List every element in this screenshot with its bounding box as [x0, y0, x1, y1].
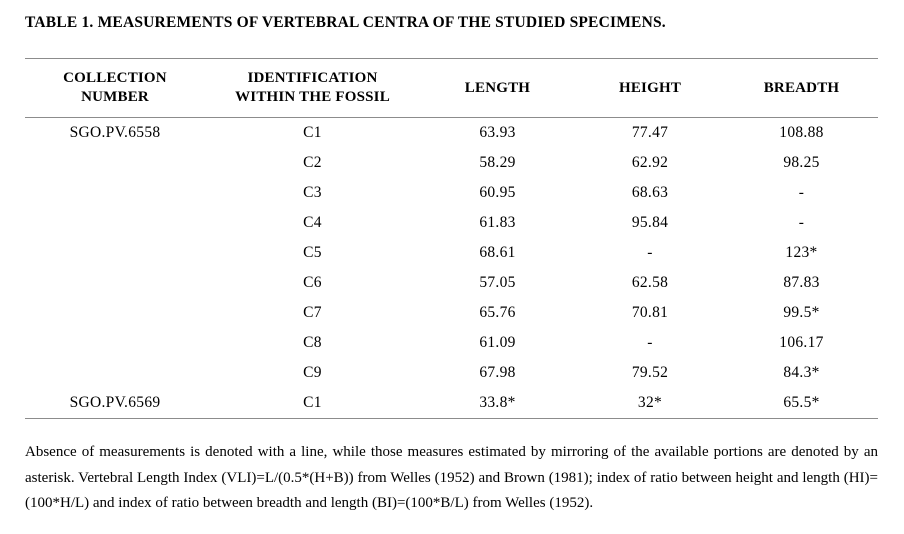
header-line: WITHIN THE FOSSIL: [235, 89, 390, 105]
cell-identification: C1: [303, 124, 322, 141]
cell-length: 61.83: [479, 214, 516, 231]
cell-length: 61.09: [479, 334, 516, 351]
cell-identification: C6: [303, 274, 322, 291]
header-line: LENGTH: [464, 79, 531, 96]
cell-breadth: 123*: [785, 244, 818, 261]
cell-breadth: 106.17: [779, 334, 824, 351]
col-header-breadth: [725, 59, 878, 118]
cell-length: 60.95: [479, 184, 516, 201]
cell-collection: SGO.PV.6569: [25, 388, 205, 419]
cell-collection: [25, 328, 205, 358]
cell-height: 70.81: [631, 304, 669, 321]
cell-length: 68.61: [479, 244, 516, 261]
table-row: [25, 358, 878, 388]
cell-height: 32*: [575, 388, 725, 419]
table-caption: TABLE 1. MEASUREMENTS OF VERTEBRAL CENTRA OF THE STUDIED SPECIMENS.: [25, 14, 666, 31]
cell-breadth: 84.3*: [783, 364, 820, 381]
table-row: [25, 208, 878, 238]
cell-length: 57.05: [479, 274, 516, 291]
table-row: [25, 328, 878, 358]
cell-identification: C8: [303, 334, 322, 351]
measurements-table: [25, 58, 878, 419]
cell-length: 63.93: [479, 124, 516, 141]
cell-collection: [25, 178, 205, 208]
col-header-height: [575, 59, 725, 118]
table-row: [25, 388, 878, 419]
cell-breadth: 87.83: [783, 274, 820, 291]
cell-height: 95.84: [631, 214, 669, 231]
cell-collection: [25, 238, 205, 268]
cell-identification: C9: [303, 364, 322, 381]
cell-identification: C5: [303, 244, 322, 261]
cell-height: 62.92: [631, 154, 669, 171]
cell-length: 33.8*: [420, 388, 575, 419]
header-line: HEIGHT: [618, 79, 682, 96]
cell-breadth: -: [798, 214, 805, 231]
cell-length: 58.29: [479, 154, 516, 171]
table-row: [25, 238, 878, 268]
cell-collection: [25, 148, 205, 178]
header-line: BREADTH: [763, 79, 840, 96]
col-header-identification: [205, 59, 420, 118]
col-header-length: [420, 59, 575, 118]
cell-collection: [25, 358, 205, 388]
table-row: [25, 298, 878, 328]
cell-breadth: 99.5*: [783, 304, 820, 321]
table-row: [25, 148, 878, 178]
cell-length: 65.76: [479, 304, 516, 321]
cell-height: -: [647, 244, 653, 261]
cell-length: 67.98: [479, 364, 516, 381]
cell-collection: [25, 298, 205, 328]
table-footnote: Absence of measurements is denoted with a line, while those measures estimated by mirroring of the available portions are denoted by an asterisk. Vertebral Length Index (VLI)=L/(0.5*(H+B)) from Welles (1952) and Brown (1981); index of ratio between height and length (HI)=(100*H/L) and index of ratio between breadth and length (BI)=(100*B/L) from Welles (1952).: [25, 444, 878, 511]
cell-height: 68.63: [631, 184, 669, 201]
cell-height: 79.52: [631, 364, 669, 381]
cell-identification: C2: [303, 154, 322, 171]
cell-identification: C1: [205, 388, 420, 419]
table-row: [25, 118, 878, 149]
cell-height: 62.58: [631, 274, 669, 291]
header-row: [25, 59, 878, 118]
cell-identification: C4: [303, 214, 322, 231]
table-row: [25, 268, 878, 298]
header-line: NUMBER: [81, 89, 149, 105]
header-line: IDENTIFICATION: [247, 70, 378, 86]
cell-height: 77.47: [631, 124, 669, 141]
cell-breadth: -: [798, 184, 805, 201]
cell-breadth: 98.25: [783, 154, 820, 171]
table-row: [25, 178, 878, 208]
cell-identification: C7: [303, 304, 322, 321]
cell-breadth: 108.88: [779, 124, 824, 141]
cell-collection: [25, 268, 205, 298]
cell-collection: SGO.PV.6558: [69, 124, 161, 141]
col-header-collection-number: [25, 59, 205, 118]
cell-collection: [25, 208, 205, 238]
cell-height: -: [647, 334, 653, 351]
cell-identification: C3: [303, 184, 322, 201]
header-line: COLLECTION: [63, 70, 167, 86]
cell-breadth: 65.5*: [725, 388, 878, 419]
